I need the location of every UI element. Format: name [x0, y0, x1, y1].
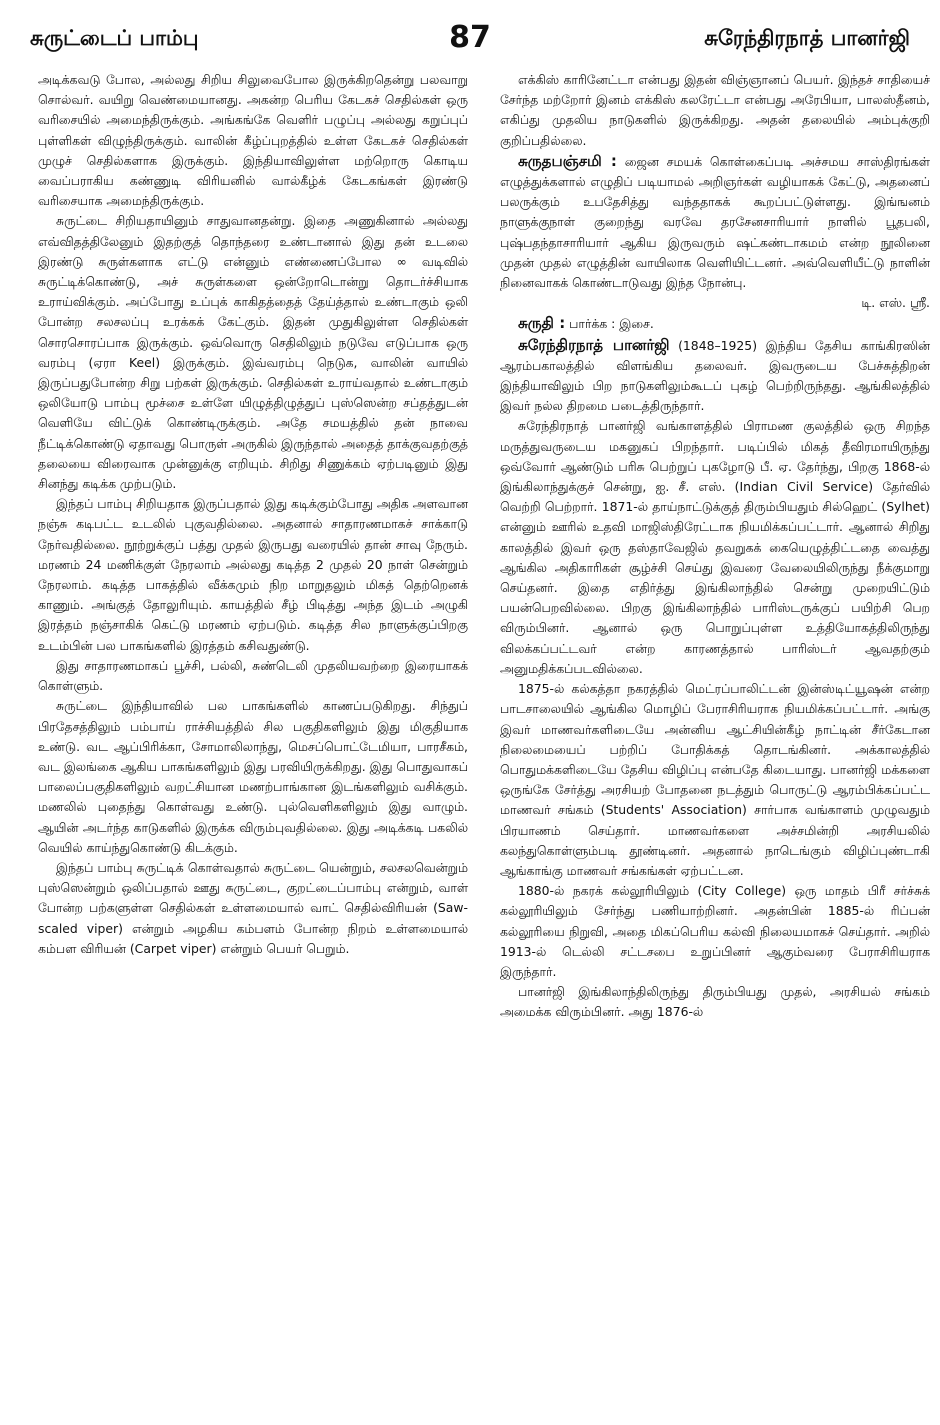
paragraph: எக்கிஸ் காரினேட்டா என்பது இதன் விஞ்ஞானப் பெயர். இந்தச் சாதியைச் சேர்ந்த மற்றோர் இனம் எக்கிஸ் கலரேட்டா என்பது அரேபியா, பாலஸ்தீனம், எகிப்து முதலிய நாடுகளில் இருக்கிறது. அதன் தலையில் அம்புக்குறி குறிப்பதில்லை. — [500, 72, 930, 148]
paragraph: அடிக்கவடு போல, அல்லது சிறிய சிலுவைபோல இருக்கிறதென்று பலவாறு சொல்வர். வயிறு வெண்மையானது. அகன்ற பெரிய கேடகச் செதில்கள் ஒரு வரிசையில் அமைந்திருக்கும். அங்கங்கே வெளிர் பழுப்பு அல்லது கறுப்புப் புள்ளிகள் விழுந்திருக்கும். வாலின் கீழ்ப்புறத்தில் உள்ள கேடகச் செதில்கள் முழுச் செதில்களாக இருக்கும். இந்தியாவிலுள்ள மற்றொரு கொடிய வைப்பராகிய கண்ணுடி விரியனில் வால்கீழ்க் கேடகங்கள் இரண்டு வரிசையாக அமைந்திருக்கும். — [38, 72, 468, 209]
entry-text: ஜைன சமயக் கொள்கைப்படி அச்சமய சாஸ்திரங்கள் எழுத்துக்களால் எழுதிப் படியாமல் அறிஞர்கள் வழியாகக் கேட்டு, அதனைப் பலருக்கும் உபதேசித்து வந்ததாகக் கூறப்பட்டுள்ளது. இங்ஙனம் நாளுக்குநாள் குறைந்து வரவே தரசேனசாரியார் நாளில் பூதபலி, புஷ்பதந்தாசாரியார் ஆகிய இருவரும் ஷட்கண்டாகமம் என்ற நூலினை முதன் முதல் எழுத்தின் வாயிலாக வெளியிட்டனர். அவ்வெளியீட்டு நாளின் நினைவாகக் கொண்டாடுவது இந்த நோன்பு. — [500, 153, 930, 291]
entry-surendranath-banerjee — [500, 335, 930, 417]
left-column — [38, 70, 468, 959]
author-signature: டி. எஸ். ஸ்ரீ. — [861, 295, 930, 311]
right-column — [500, 70, 930, 1023]
page-header — [30, 18, 910, 64]
entry-text: பார்க்க : இசை. — [569, 316, 654, 332]
paragraph: சுருட்டை சிறியதாயினும் சாதுவானதன்று. இதை அணுகினால் அல்லது எவ்விதத்திலேனும் இதற்குத் தொந்தரை உண்டானால் இது தன் உடலை இரண்டு சுருள்களாக எட்டு என்னும் எண்ணைப்போல ∞ வடிவில் சுருட்டிக்கொண்டு, அச் சுருள்களை ஒன்றோடொன்று தொடர்ச்சியாக உராய்விக்கும். அப்போது உப்புக் காகிதத்தைத் தேய்த்தால் உண்டாகும் ஒலி போன்ற சலசலப்பு உரக்கக் கேட்கும். இதன் முதுகிலுள்ள செதில்கள் சொரசொரப்பாக இருக்கும். ஒவ்வொரு செதிலிலும் நடுவே எடுப்பாக ஒரு வரம்பு (ஏரா Keel) இருக்கும். இவ்வரம்பு நெடுக, வாலின் வாயில் இருப்பதுபோன்ற சிறு பற்கள் இருக்கும். செதில்கள் உராய்வதால் உண்டாகும் ஒலியோடு பாம்பு மூச்சை உள்ளே யிழுத்திழுத்துப் புஸ்ஸென்ற சப்தத்துடன் வெளியே விட்டுக் கொண்டிருக்கும். அதே சமயத்தில் தன் நாவை நீட்டிக்கொண்டு ஏதாவது பொருள் அருகில் இருந்தால் அதைத் தாக்குவதற்குத் தலையை விரைவாக முன்னுக்கு எறியும். சிறிது சிணுக்கம் ஏற்படினும் இது சினந்து கடிக்க முற்படும். — [38, 213, 468, 492]
header-right-title: சுரேந்திரநாத் பானர்ஜி — [704, 26, 910, 50]
header-left-title: சுருட்டைப் பாம்பு — [30, 26, 199, 50]
entry-text: (1848–1925) இந்திய தேசிய காங்கிரஸின் ஆரம்பகாலத்தில் விளங்கிய தலைவர். இவருடைய பேச்சுத்திறன் இந்தியாவிலும் பிற நாடுகளிலும்கூடப் புகழ் பெற்றிருந்தது. ஆங்கிலத்தில் இவர் நல்ல திறமை படைத்திருந்தார். — [500, 337, 930, 414]
page-number: 87 — [449, 20, 491, 55]
paragraph: இந்தப் பாம்பு சிறியதாக இருப்பதால் இது கடிக்கும்போது அதிக அளவான நஞ்சு கடிபட்ட உடலில் புகுவதில்லை. அதனால் சாதாரணமாகச் சாக்காடு நேர்வதில்லை. நூற்றுக்குப் பத்து முதல் இருபது வரையில் தான் சாவு நேரும். மரணம் 24 மணிக்குள் நேரலாம் அல்லது கடித்த 2 முதல் 20 நாள் சென்றும் நேரலாம். கடித்த பாகத்தில் வீக்கமும் நிற மாறுதலும் மிகத் தெற்றெனக் காணும். அங்குத் தோலுரியும். காயத்தில் சீழ் பிடித்து அந்த இடம் அழுகி இரத்தம் நஞ்சாகிக் கெட்டு மரணம் ஏற்படும். கடித்த சில நாளுக்குப்பிறகு உடம்பின் பல பாகங்களில் இரத்தம் கசிவதுண்டு. — [38, 496, 468, 653]
entry-title: சுரேந்திரநாத் பானர்ஜி — [518, 335, 670, 354]
entry-title: சுருதபஞ்சமி : — [518, 151, 617, 170]
paragraph: சுரேந்திரநாத் பானர்ஜி வங்காளத்தில் பிராமண குலத்தில் ஒரு சிறந்த மருத்துவருடைய மகனுகப் பிறந்தார். படிப்பில் மிகத் தீவிரமாயிருந்து ஒவ்வோர் ஆண்டும் பரிசு பெற்றுப் புகழோடு பீ. ஏ. தேர்ந்து, பிறகு 1868-ல் இங்கிலாந்துக்குச் சென்று, ஐ. சீ. எஸ். (Indian Civil Service) தேர்வில் வெற்றி பெற்றார். 1871-ல் தாய்நாட்டுக்குத் திரும்பியதும் சில்ஹெட் (Sylhet) என்னும் ஊரில் உதவி மாஜிஸ்திரேட்டாக நியமிக்கப்பட்டார். ஆனால் சிறிது காலத்தில் இவர் ஒரு தஸ்தாவேஜில் தவறுகக் கையெழுத்திட்டதை வைத்து ஆங்கில அதிகாரிகள் சூழ்ச்சி செய்து இவரை வேலையிலிருந்து நீக்குமாறு செய்தனர். இதை எதிர்த்து இங்கிலாந்தில் சென்று முறையிட்டும் பயன்பெறவில்லை. பிறகு இங்கிலாந்தில் பாரிஸ்டருக்குப் பயிற்சி பெற விரும்பினர். ஆனால் ஒரு பொறுப்புள்ள உத்தியோகத்திலிருந்து விலக்கப்பட்டவர் என்ற காரணத்தால் பாரிஸ்டர் ஆவதற்கும் அனுமதிக்கப்படவில்லை. — [500, 418, 930, 676]
paragraph: இந்தப் பாம்பு சுருட்டிக் கொள்வதால் சுருட்டை யென்றும், சலசலவென்றும் புஸ்ஸென்றும் ஒலிப்பதால் ஊது சுருட்டை, குறட்டைப்பாம்பு என்றும், வாள் போன்ற பற்களுள்ள செதில்கள் உள்ளமையால் வாட் செதில்விரியன் (Saw-scaled viper) என்றும் அழகிய கம்பளம் போன்ற நிறம் உள்ளமையால் கம்பள விரியன் (Carpet viper) என்றும் பெயர் பெறும். — [38, 859, 468, 956]
paragraph: இது சாதாரணமாகப் பூச்சி, பல்லி, சுண்டெலி முதலியவற்றை இரையாகக் கொள்ளும். — [38, 657, 468, 694]
paragraph: 1880-ல் நகரக் கல்லூரியிலும் (City College) ஒரு மாதம் பிரீ சர்ச்சுக் கல்லூரியிலும் சேர்ந்து பணியாற்றினர். அதன்பின் 1885-ல் ரிப்பன் கல்லூரியை நிறுவி, அதை மிகப்பெரிய கல்வி நிலையமாகச் செய்தார். அறில் 1913-ல் டெல்லி சட்டசபை உறுப்பினர் ஆகும்வரை பேராசிரியராக இருந்தார். — [500, 883, 930, 979]
paragraph: பானர்ஜி இங்கிலாந்திலிருந்து திரும்பியது முதல், அரசியல் சங்கம் அமைக்க விரும்பினர். அது 1876-ல் — [500, 984, 930, 1020]
entry-surudhapanchami — [500, 151, 930, 293]
paragraph: 1875-ல் கல்கத்தா நகரத்தில் மெட்ரப்பாலிட்டன் இன்ஸ்டிட்யூஷன் என்ற பாடசாலையில் ஆங்கில மொழிப் பேராசிரியராக நியமிக்கப்பட்டார். அங்கு இவர் மாணவர்களிடையே அன்னிய ஆட்சியின்கீழ் நாட்டின் சீர்கேடான நிலைமையைப் பற்றிப் போதிக்கத் தொடங்கினர். அக்காலத்தில் பொதுமக்களிடையே தேசிய விழிப்பு என்பதே கிடையாது. பானர்ஜி மக்களை ஒருங்கே சேர்த்து அரசியற் போதனை நடத்தும் பொருட்டு ஆரம்பிக்கப்பட்ட மாணவர் சங்கம் (Students' Association) சார்பாக வங்காளம் முழுவதும் பிரயாணம் செய்தார். மாணவர்களை அச்சமின்றி அரசியலில் கலந்துகொள்ளும்படி தூண்டினர். அதனால் நாடெங்கும் விழிப்புண்டாகி ஆங்காங்கு மாணவர் சங்கங்கள் ஏற்பட்டன. — [500, 681, 930, 878]
paragraph: சுருட்டை இந்தியாவில் பல பாகங்களில் காணப்படுகிறது. சிந்துப் பிரதேசத்திலும் பம்பாய் ராச்சியத்தில் சில பகுதிகளிலும் இது மிகுதியாக உண்டு. வட ஆப்பிரிக்கா, சோமாலிலாந்து, மெசப்பொட்டேமியா, பாரசீகம், வட இலங்கை ஆகிய பாகங்களிலும் இது பரவியிருக்கிறது. இது பொதுவாகப் பாலைப்பகுதிகளிலும் வறட்சியான மணற்பாங்கான இடங்களிலும் வசிக்கும். மணலில் புதைந்து கொள்வது உண்டு. புல்வெளிகளிலும் இது வாழும். ஆயின் அடர்ந்த காடுகளில் இருக்க விரும்புவதில்லை. இது அடிக்கடி பகலில் வெயில் காய்ந்துகொண்டு கிடக்கும். — [38, 698, 468, 855]
entry-suruthi — [500, 313, 930, 334]
entry-title: சுருதி : — [518, 314, 566, 333]
